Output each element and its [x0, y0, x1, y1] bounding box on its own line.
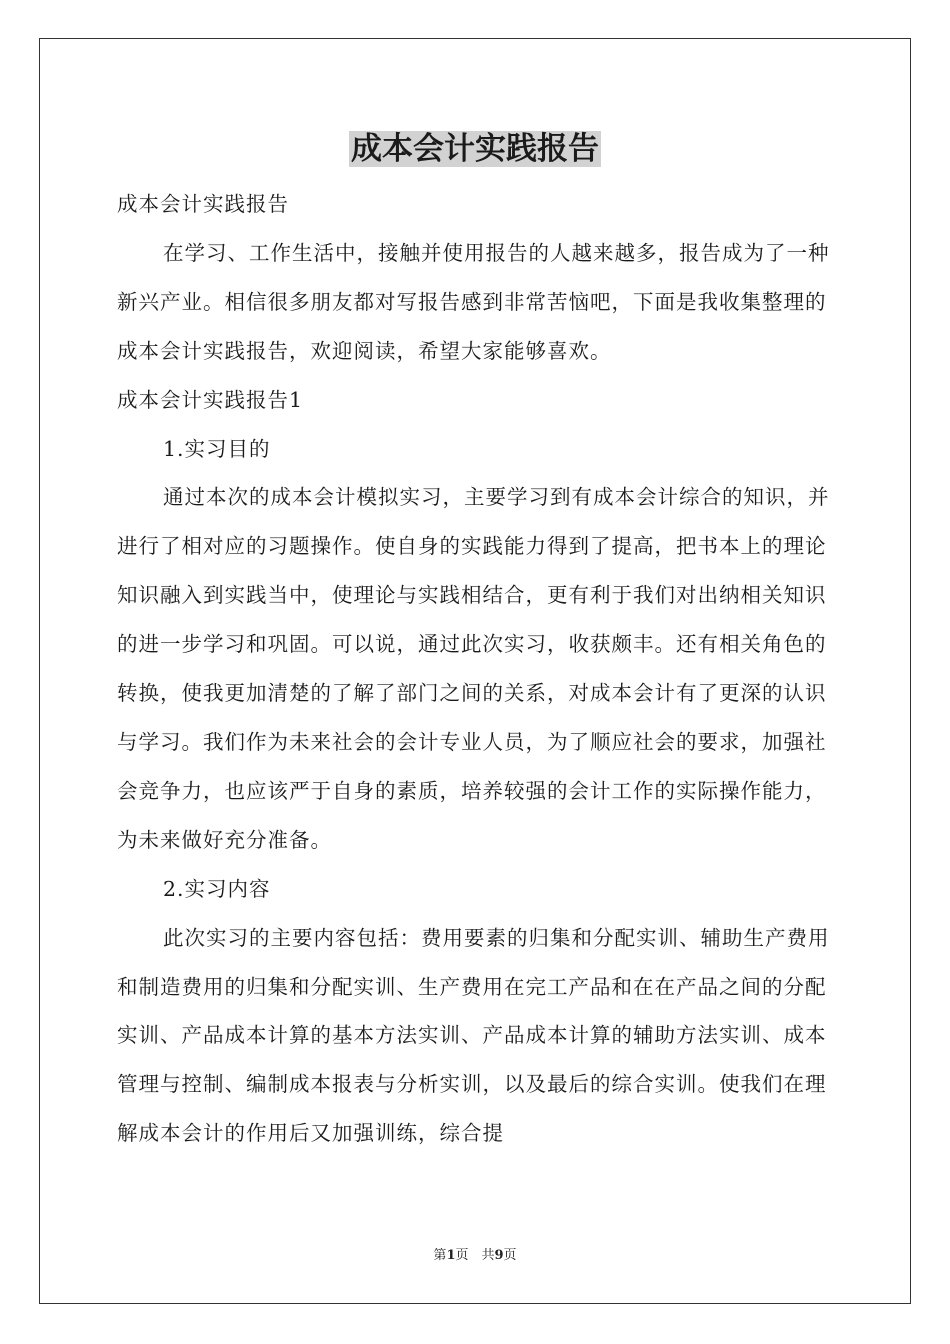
footer-prefix: 第 — [433, 1248, 447, 1263]
section-heading: 成本会计实践报告1 — [117, 387, 304, 412]
paragraph: 此次实习的主要内容包括：费用要素的归集和分配实训、辅助生产费用和制造费用的归集和分配实训、生产费用在完工产品和在在产品之间的分配实训、产品成本计算的基本方法实训、产品成本计算的辅助方法实训、成本管理与控制、编制成本报表与分析实训，以及最后的综合实训。使我们在理解成本会计的作用后又加强训练，综合提 — [117, 925, 830, 1146]
subsection-heading: 2.实习内容 — [163, 876, 271, 901]
footer-page-current: 1 — [446, 1248, 456, 1263]
document-title — [0, 127, 950, 171]
document-title-text: 成本会计实践报告 — [351, 131, 599, 167]
footer-mid: 页 共 — [455, 1248, 495, 1263]
subsection-heading: 1.实习目的 — [163, 436, 271, 461]
paragraph: 通过本次的成本会计模拟实习，主要学习到有成本会计综合的知识，并进行了相对应的习题操作。使自身的实践能力得到了提高，把书本上的理论知识融入到实践当中，使理论与实践相结合，更有利于我们对出纳相关知识的进一步学习和巩固。可以说，通过此次实习，收获颇丰。还有相关角色的转换，使我更加清楚的了解了部门之间的关系，对成本会计有了更深的认识与学习。我们作为未来社会的会计专业人员，为了顺应社会的要求，加强社会竞争力，也应该严于自身的素质，培养较强的会计工作的实际操作能力，为未来做好充分准备。 — [117, 485, 830, 852]
paragraph: 在学习、工作生活中，接触并使用报告的人越来越多，报告成为了一种新兴产业。相信很多朋友都对写报告感到非常苦恼吧，下面是我收集整理的成本会计实践报告，欢迎阅读，希望大家能够喜欢。 — [117, 240, 830, 363]
footer-page-total: 9 — [494, 1248, 504, 1263]
paragraph: 成本会计实践报告 — [117, 192, 289, 216]
footer-suffix: 页 — [503, 1248, 517, 1263]
page-footer — [0, 1246, 950, 1266]
document-body — [117, 180, 833, 1158]
